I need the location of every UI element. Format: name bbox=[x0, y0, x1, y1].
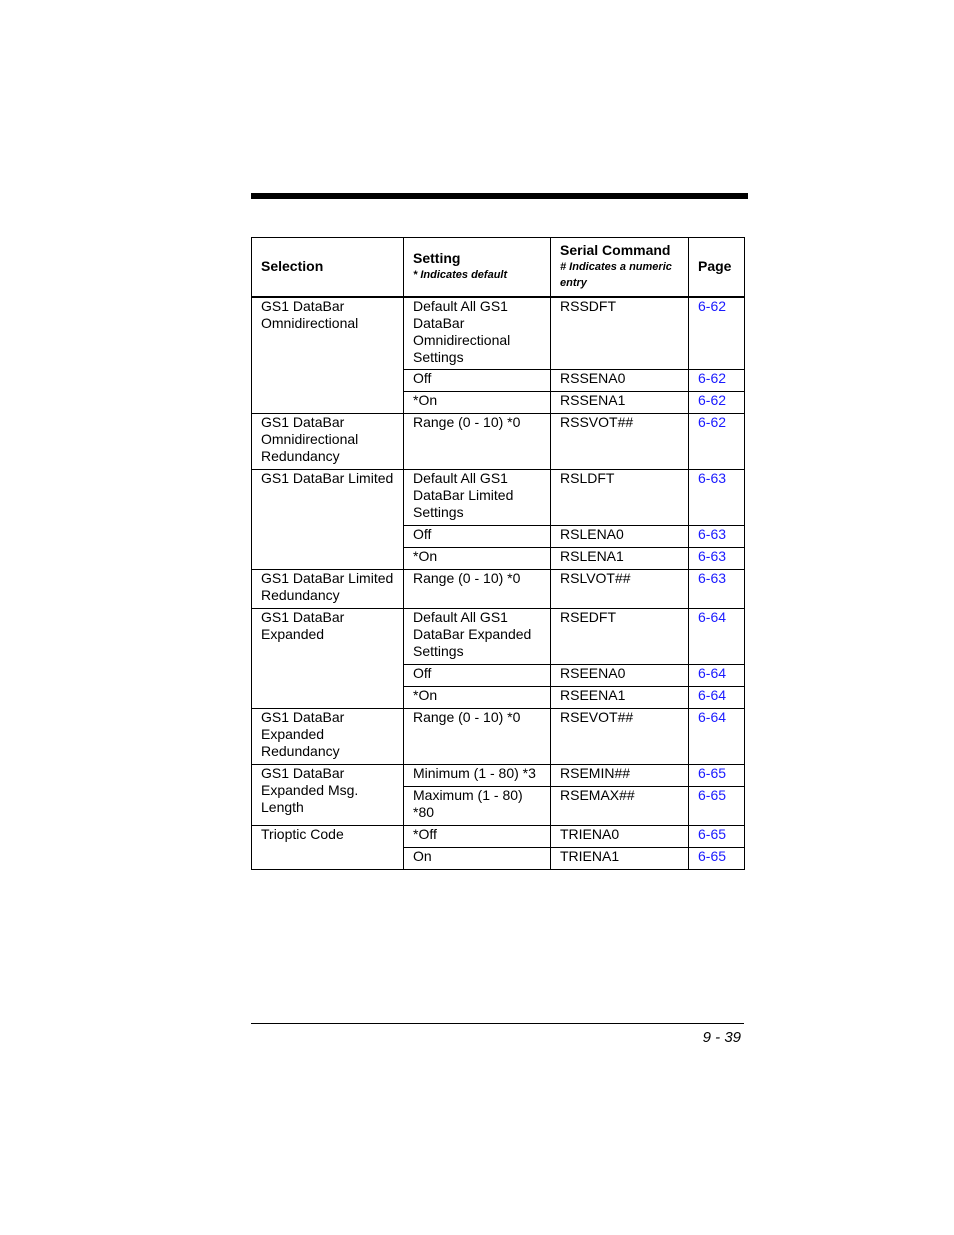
command-cell: RSLDFT bbox=[551, 470, 689, 526]
page-cell bbox=[689, 826, 745, 848]
page-cell bbox=[689, 609, 745, 665]
command-cell: TRIENA1 bbox=[551, 848, 689, 870]
page-cell bbox=[689, 709, 745, 765]
page-link[interactable]: 6-62 bbox=[698, 370, 727, 386]
selection-cell: GS1 DataBar Expanded Msg. Length bbox=[252, 765, 404, 826]
command-cell: RSEMIN## bbox=[551, 765, 689, 787]
table-row bbox=[252, 297, 745, 370]
header-setting-note: * Indicates default bbox=[413, 269, 508, 282]
page-link[interactable]: 6-62 bbox=[698, 414, 727, 430]
setting-cell: *On bbox=[404, 548, 551, 570]
table-row bbox=[252, 609, 745, 665]
setting-cell: *Off bbox=[404, 826, 551, 848]
header-serial-command bbox=[551, 238, 689, 297]
page-link[interactable]: 6-64 bbox=[698, 709, 727, 725]
page-cell bbox=[689, 526, 745, 548]
command-cell: RSSENA0 bbox=[551, 370, 689, 392]
setting-cell: *On bbox=[404, 687, 551, 709]
command-cell: RSEMAX## bbox=[551, 787, 689, 826]
page-cell bbox=[689, 370, 745, 392]
setting-cell: *On bbox=[404, 392, 551, 414]
header-page-label: Page bbox=[698, 258, 732, 275]
command-cell: RSLENA1 bbox=[551, 548, 689, 570]
command-cell: RSEDFT bbox=[551, 609, 689, 665]
page-link[interactable]: 6-63 bbox=[698, 570, 727, 586]
page-cell bbox=[689, 848, 745, 870]
setting-cell: Default All GS1 DataBar Omnidirectional Settings bbox=[404, 297, 551, 370]
serial-command-table bbox=[251, 237, 745, 870]
page-cell bbox=[689, 665, 745, 687]
page-link[interactable]: 6-62 bbox=[698, 392, 727, 408]
header-serial-command-label: Serial Command bbox=[560, 242, 671, 259]
page-link[interactable]: 6-65 bbox=[698, 787, 727, 803]
page-link[interactable]: 6-63 bbox=[698, 470, 727, 486]
page-link[interactable]: 6-64 bbox=[698, 665, 727, 681]
page-cell bbox=[689, 765, 745, 787]
setting-cell: Range (0 - 10) *0 bbox=[404, 414, 551, 470]
table-row bbox=[252, 765, 745, 787]
command-cell: RSEENA1 bbox=[551, 687, 689, 709]
page-cell bbox=[689, 787, 745, 826]
header-page bbox=[689, 238, 745, 297]
selection-cell: GS1 DataBar Expanded bbox=[252, 609, 404, 709]
selection-cell: GS1 DataBar Omnidirectional Redundancy bbox=[252, 414, 404, 470]
header-setting-label: Setting bbox=[413, 250, 461, 267]
command-cell: RSEENA0 bbox=[551, 665, 689, 687]
setting-cell: Maximum (1 - 80) *80 bbox=[404, 787, 551, 826]
page-link[interactable]: 6-63 bbox=[698, 526, 727, 542]
page-cell bbox=[689, 297, 745, 370]
table-row bbox=[252, 826, 745, 848]
header-serial-command-note: # Indicates a numeric entry bbox=[560, 261, 672, 290]
footer-rule bbox=[251, 1023, 744, 1024]
page-cell bbox=[689, 570, 745, 609]
table-row bbox=[252, 470, 745, 526]
command-cell: RSSDFT bbox=[551, 297, 689, 370]
command-cell: RSLENA0 bbox=[551, 526, 689, 548]
page-link[interactable]: 6-65 bbox=[698, 826, 727, 842]
page-cell bbox=[689, 414, 745, 470]
selection-cell: Trioptic Code bbox=[252, 826, 404, 870]
setting-cell: Off bbox=[404, 526, 551, 548]
command-cell: RSSVOT## bbox=[551, 414, 689, 470]
setting-cell: Range (0 - 10) *0 bbox=[404, 570, 551, 609]
top-rule bbox=[251, 193, 748, 199]
setting-cell: Range (0 - 10) *0 bbox=[404, 709, 551, 765]
header-selection bbox=[252, 238, 404, 297]
command-cell: TRIENA0 bbox=[551, 826, 689, 848]
page-link[interactable]: 6-64 bbox=[698, 687, 727, 703]
page-link[interactable]: 6-64 bbox=[698, 609, 727, 625]
page-cell bbox=[689, 392, 745, 414]
page-cell bbox=[689, 470, 745, 526]
setting-cell: Off bbox=[404, 370, 551, 392]
selection-cell: GS1 DataBar Expanded Redundancy bbox=[252, 709, 404, 765]
page-cell bbox=[689, 687, 745, 709]
setting-cell: Default All GS1 DataBar Limited Settings bbox=[404, 470, 551, 526]
table-header-row bbox=[252, 238, 745, 297]
header-selection-label: Selection bbox=[261, 258, 324, 275]
command-cell: RSSENA1 bbox=[551, 392, 689, 414]
selection-cell: GS1 DataBar Limited bbox=[252, 470, 404, 570]
selection-cell: GS1 DataBar Limited Redundancy bbox=[252, 570, 404, 609]
page-link[interactable]: 6-63 bbox=[698, 548, 727, 564]
page-link[interactable]: 6-62 bbox=[698, 297, 727, 314]
setting-cell: Off bbox=[404, 665, 551, 687]
setting-cell: On bbox=[404, 848, 551, 870]
table-row bbox=[252, 414, 745, 470]
selection-cell: GS1 DataBar Omnidirectional bbox=[252, 297, 404, 414]
page-link[interactable]: 6-65 bbox=[698, 765, 727, 781]
table-row bbox=[252, 570, 745, 609]
setting-cell: Default All GS1 DataBar Expanded Settings bbox=[404, 609, 551, 665]
page-cell bbox=[689, 548, 745, 570]
table-row bbox=[252, 709, 745, 765]
command-cell: RSLVOT## bbox=[551, 570, 689, 609]
page-link[interactable]: 6-65 bbox=[698, 848, 727, 864]
page-number: 9 - 39 bbox=[702, 1029, 741, 1046]
setting-cell: Minimum (1 - 80) *3 bbox=[404, 765, 551, 787]
header-setting bbox=[404, 238, 551, 297]
command-cell: RSEVOT## bbox=[551, 709, 689, 765]
